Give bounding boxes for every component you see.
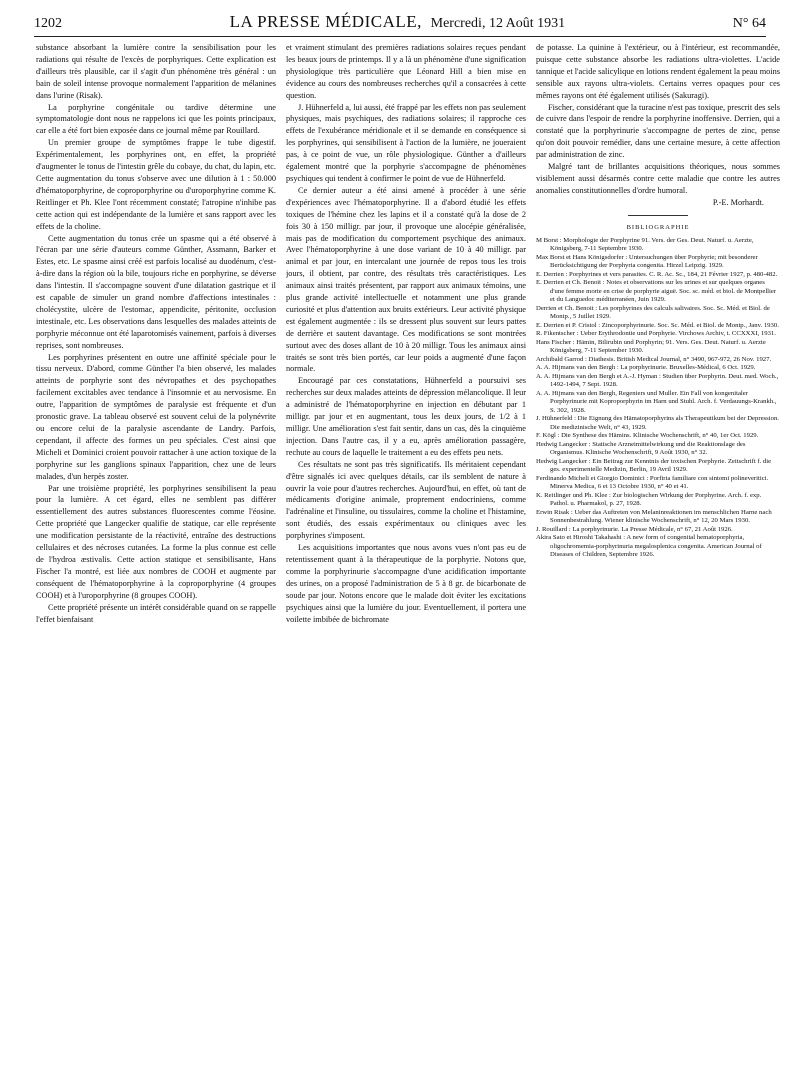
paragraph: Ce dernier auteur a été ainsi amené à procéder à une série d'expériences avec l'hématoporphyrine. Il a d'abord étudié les effets toxiques de l'hémine chez les lapins et il a constaté qu'à la dose de 2 fois 30 à 150 milligr. par jour, il provoque une alocépie généralisée, mais pas de modification du comportement psychique des animaux. Avec l'hématoporphyrine à une dose variant de 10 à 40 milligr. par animal et par jour, en intercalant une journée de repos tous les trois jours, il obtient, par contre, des résultats très caractéristiques. Les animaux ainsi traités présentent, par rapport aux animaux témoins, une plus grande activité intellectuelle et notamment une plus grande curiosité et plus d'attention aux bruits extérieurs. Leur activité physique est également augmentée : ils se dressent plus souvent sur leurs pattes de derrière et sautent davantage. Ces modifications se sont montrées surtout avec des doses allant de 10 à 20 milligr. Tous les animaux ainsi traités se sont très bien portés, car leur poids a augmenté d'une façon normale.	[286, 185, 526, 374]
bibliography-entry: R. Fikentscher : Ueber Erythrodontie und Porphyrie. Virchows Archiv, t. CCXXXI, 1931.	[536, 330, 776, 338]
bibliography-entry: Max Borst et Hans Königsdorfer : Untersuchungen über Porphyrie; mit besonderer Berücksichtigung der Porphyria congenita. Hirzel Leipzig. 1929.	[536, 253, 758, 270]
bibliography-list	[536, 237, 780, 560]
column-middle	[286, 42, 526, 1066]
bibliography-entry: Archibald Garrod : Diathesis. British Medical Journal, n° 3490, 967-972, 26 Nov. 1927.	[536, 355, 772, 363]
issue-date: Mercredi, 12 Août 1931	[430, 16, 566, 31]
bibliography-heading: BIBLIOGRAPHIE	[536, 215, 780, 234]
paragraph: Par une troisième propriété, les porphyrines sensibilisent la peau pour la lumière. A cet égard, elles ne semblent pas différer essentiellement des autres substances fluorescentes comme l'éosine. Cette propriété que Langecker qualifie de statique, car elle représente une modification persistante de la réactivité, entraîne des destructions cellulaires et des nécroses cutanées. La forme la plus connue est celle de l'hydroa æstivalis. Cette action statique et sensibilisante, Hans Fischer l'a montré, est liée aux nombres de COOH et augmente par conséquent de l'hématoporphyrine à la coproporphyrine (4 groupes COOH) et à l'uroporphyrine (8 groupes COOH).	[36, 483, 276, 600]
page-number: 1202	[34, 16, 62, 31]
paragraph: de potasse. La quinine à l'extérieur, ou à l'intérieur, est recommandée, puisque cette substance absorbe les radiations ultra-violettes. L'acide tannique et l'acide salicylique en lotions rendent également la peau moins sensible aux rayons ultra-violets. Certains verres opaques pour ces mêmes rayons ont été également utilisés (Sakuragi).	[536, 43, 780, 100]
paragraph: Les acquisitions importantes que nous avons vues n'ont pas eu de retentissement quant à la thérapeutique de la porphyrie. Notons que, comme la porphyrinurie s'accompagne d'une acidification importante des urines, on a proposé l'administration de 5 à 8 gr. de bicarbonate de soude par jour. Notons encore que le malade doit éviter les excitations psychiques ainsi que la lumière du jour. Eventuellement, il portera une voilette imbibée de bichromate	[286, 543, 526, 624]
paragraph: Cette augmentation du tonus crée un spasme qui a été observé à l'écran par une série d'auteurs comme Günther, Assmann, Barker et Estes, etc. Le spasme ainsi créé est parfois localisé au duodénum, c'est-à-dire dans la région où la bile, toujours riche en porphyrine, se déverse dans l'intestin. Il s'accompagne souvent d'une dilatation gastrique et il est capable de simuler un grand nombre d'affections intestinales : cholécystite, ulcère de l'estomac, appendicite, péritonite, occlusion intestinale, etc. Les observations dans lesquelles des malades atteints de porphyrie méconnue ont été laparotomisés vainement, parfois à diverses reprises, sont nombreuses.	[36, 233, 276, 350]
issue-number: N° 64	[732, 16, 766, 31]
bibliography-entry: E. Derrien et P. Cristol : Zincoporphyrinurie. Soc. Sc. Méd. et Biol. de Montp., Janv. 1930.	[536, 321, 779, 329]
page-header	[34, 12, 766, 37]
paragraph: Un premier groupe de symptômes frappe le tube digestif. Expérimentalement, les porphyrines ont, en effet, la propriété d'augmenter le tonus de l'intestin grêle du cobaye, du chat, du lapin, etc. Cette augmentation du tonus s'observe avec une dilution à 1 : 50.000 d'hématoporphyrine, de coproporphyrine ou d'uroporphyrine comme K. Reitlinger et Ph. Klee l'ont récemment constaté; l'atropine n'inhibe pas cette action qui est indépendante de la lumière et sans rapport avec les effets de la choline.	[36, 138, 276, 231]
column-left	[36, 42, 276, 1066]
bibliography-entry: F. Kögl : Die Synthese des Hämins. Klinische Wochenschrift, n° 40, 1er Oct. 1929.	[536, 432, 759, 440]
bibliography-entry: J. Rouillard : La porphyrinurie. La Presse Médicale, n° 67, 21 Août 1926.	[536, 525, 733, 533]
paragraph: Les porphyrines présentent en outre une affinité spéciale pour le tissu nerveux. D'abord, comme Günther l'a bien observé, les malades atteints de porphyrie sont des névropathes et des psychopathes facilement excitables avec tendance à l'insomnie et au nervosisme. En outre, l'apparition de symptômes de paralysie est fréquente et d'un pronostic grave. La tableau observé est souvent celui de la polynévrite ou encore celui de la paralysie ascendante de Landry. Parfois, cependant, il affecte des formes un peu spéciales. C'est ainsi que Micheli et Dominici croient pouvoir rattacher à une action toxique de la porphyrine sur les ganglions spinaux l'apparition, chez une de leurs malades, d'un herpès zoster.	[36, 352, 276, 481]
paragraph: et vraiment stimulant des premières radiations solaires reçues pendant les beaux jours de printemps. Il y a là un phénomène d'une signification physiologique très particulière que Léonard Hill a bien mise en évidence au cours des nombreuses recherches qu'il a consacrées à cette question.	[286, 43, 526, 100]
bibliography-entry: M Borst : Morphologie der Porphyrine 91. Vers. der Ges. Deut. Naturf. u. Aerzte, Königsberg, 7-11 Septembre 1930.	[536, 236, 754, 253]
bibliography-entry: Hedwig Langecker : Statische Arzneimittelwirkung und die Reaktionslage des Organismus. Klinische Wochenschrift, 9 Août 1930, n° 32.	[536, 440, 746, 457]
paragraph: Malgré tant de brillantes acquisitions théoriques, nous sommes visiblement aussi désarmés contre cette maladie que contre les autres anomalies constitutionnelles d'ordre humoral.	[536, 162, 780, 195]
column-right	[536, 42, 780, 1066]
author-signature: P.-E. Morhardt.	[712, 197, 764, 207]
bibliography-entry: Derrien et Ch. Benoit : Les porphyrines des calculs salivaires. Soc. Sc. Méd. et Biol. de Montp., 5 Juillet 1929.	[536, 304, 770, 321]
journal-title-line	[230, 12, 566, 32]
bibliography-entry: E. Derrien et Ch. Benoit : Notes et observations sur les urines et sur quelques organes d'une femme morte en crise de porphyrie aiguë. Soc. sc. méd. et biol. de Montpellier et du Languedoc méditerranéen, Juin 1929.	[536, 279, 777, 304]
bibliography-entry: A. A. Hijmans van den Bergh et A.-J. Hyman : Studien über Porphyrin. Deut. med. Woch., 1492-1494, 7 Sept. 1928.	[536, 372, 779, 389]
bibliography-entry: Akira Sato et Hiroshi Takahashi : A new form of congenital hematoporphyria, oligochromemia-porphyrinuria megalosplenica congenita. American Journal of Diseases of Children, Septembre 1926.	[536, 534, 762, 559]
paragraph: J. Hühnerfeld a, lui aussi, été frappé par les effets non pas seulement physiques, mais psychiques, des radiations solaires; il rapproche ces effets de l'exubérance méridionale et il se demande en conséquence si les porphyrines, qui sensibilisent à l'action de la lumière, ne joueraient pas, à ce point de vue, un rôle physiologique. Günther a d'ailleurs également montré que la porphyrie s'accompagne de phénomènes psychiques qui tendent à confirmer le point de vue de Hühnerfeld.	[286, 102, 526, 183]
bibliography-entry: Hans Fischer : Hämin, Bilirubin und Porphyrin; 91. Vers. Ges. Deut. Naturf. u. Aerzte Königsberg, 7-11 September 1930.	[536, 338, 766, 355]
bibliography-entry: Ferdinando Micheli et Giorgio Dominici : Porfiria familiare con sintomi polineveritici. Minerva Medica, 6 et 13 Octobre 1930, n° 40 et 41.	[536, 474, 769, 491]
journal-title: LA PRESSE MÉDICALE,	[229, 12, 422, 31]
bibliography-entry: A. A. Hijmans van den Bergh : La porphyrinurie. Bruxelles-Médical, 6 Oct. 1929.	[536, 364, 756, 372]
paragraph: Cette propriété présente un intérêt considérable quand on se rappelle l'effet bienfaisant	[36, 602, 276, 624]
paragraph: Ces résultats ne sont pas très significatifs. Ils méritaient cependant d'être signalés ici avec quelques détails, car ils semblent de nature à ouvrir la voie pour d'autres recherches. Aujourd'hui, en effet, où tant de médicaments d'origine animale, proprement endocriniens, comme l'adrénaline et l'insuline, ou tissulaires, comme la choline et l'histamine, sont étudiés, des essais expérimentaux ou cliniques avec les porphyrines s'imposent.	[286, 459, 526, 541]
bibliography-entry: K. Reitlinger und Ph. Klee : Zur biologischen Wirkung der Porphyrine. Arch. f. exp. Pathol. u. Pharmakol, p. 27, 1928.	[536, 491, 762, 508]
bibliography-entry: A. A. Hijmans van den Bergh, Regeniers und Muller. Ein Fall von kongenitaler Porphyrinurie mit Koproporphyrin im Harn und Stuhl. Arch. f. Verdauungs-Krankh., S. 302, 1928.	[536, 389, 777, 414]
bibliography-entry: E. Derrien : Porphyrines et vers parasites. C. R. Ac. Sc., 184, 21 Février 1927, p. 480-482.	[536, 270, 778, 278]
paragraph: Encouragé par ces constatations, Hühnerfeld a poursuivi ses recherches sur deux malades atteints de dépression mélancolique. Il leur a administré de l'hématoporphyrine en injection en débutant par 1 milligr. par jour et en augmentant, tous les deux jours, de 1/2 à 1 milligr. Une amélioration s'est fait sentir, dans un cas, dès la cinquième injection. Dans l'autre cas, il y a eu, après amélioration passagère, rechute au cours de laquelle le traitement a eu des effets peu nets.	[286, 376, 526, 457]
bibliography-entry: Hedwig Langecker : Ein Beitrag zur Kenntnis der toxischen Porphyrie. Zeitschrift f. die ges. experimentelle Medizin, Berlin, 19 Avril 1929.	[536, 457, 772, 474]
bibliography-entry: Erwin Risak : Ueber das Auftreten von Melaninreaktionen im menschlichen Harne nach Sonnenbestrahlung. Wiener klinische Wochenschrift, n° 12, 20 Mars 1930.	[536, 508, 772, 525]
bibliography-entry: J. Hühnerfeld : Die Eignung des Hämatoporphyrins als Therapeutikum bei der Depression. Die medizinische Welt, n° 43, 1929.	[536, 415, 779, 431]
paragraph: La porphyrine congénitale ou tardive détermine une symptomatologie dont nous ne rappelons ici que les points principaux, car elle a été fort bien exposée dans ce journal même par Rouillard.	[36, 102, 276, 136]
paragraph: Fischer, considérant que la turacine n'est pas toxique, prescrit des sels de cuivre dans l'espoir de rendre la porphyrine inoffensive. Derrien, qui a constaté que la porphyrinurie s'accompagne de pertes de zinc, pense qu'on doit pouvoir remédier, dans une certaine mesure, à cette affection par administration de zinc.	[536, 102, 780, 160]
paragraph: substance absorbant la lumière contre la sensibilisation pour les radiations qui résulte de l'excès de porphyriques. Cette explication est d'ailleurs très plausible, car il s'agit d'un phénomène très général : un bain de soleil intense provoque normalement l'apparition de mélanines dans l'urine (Risak).	[36, 43, 276, 100]
